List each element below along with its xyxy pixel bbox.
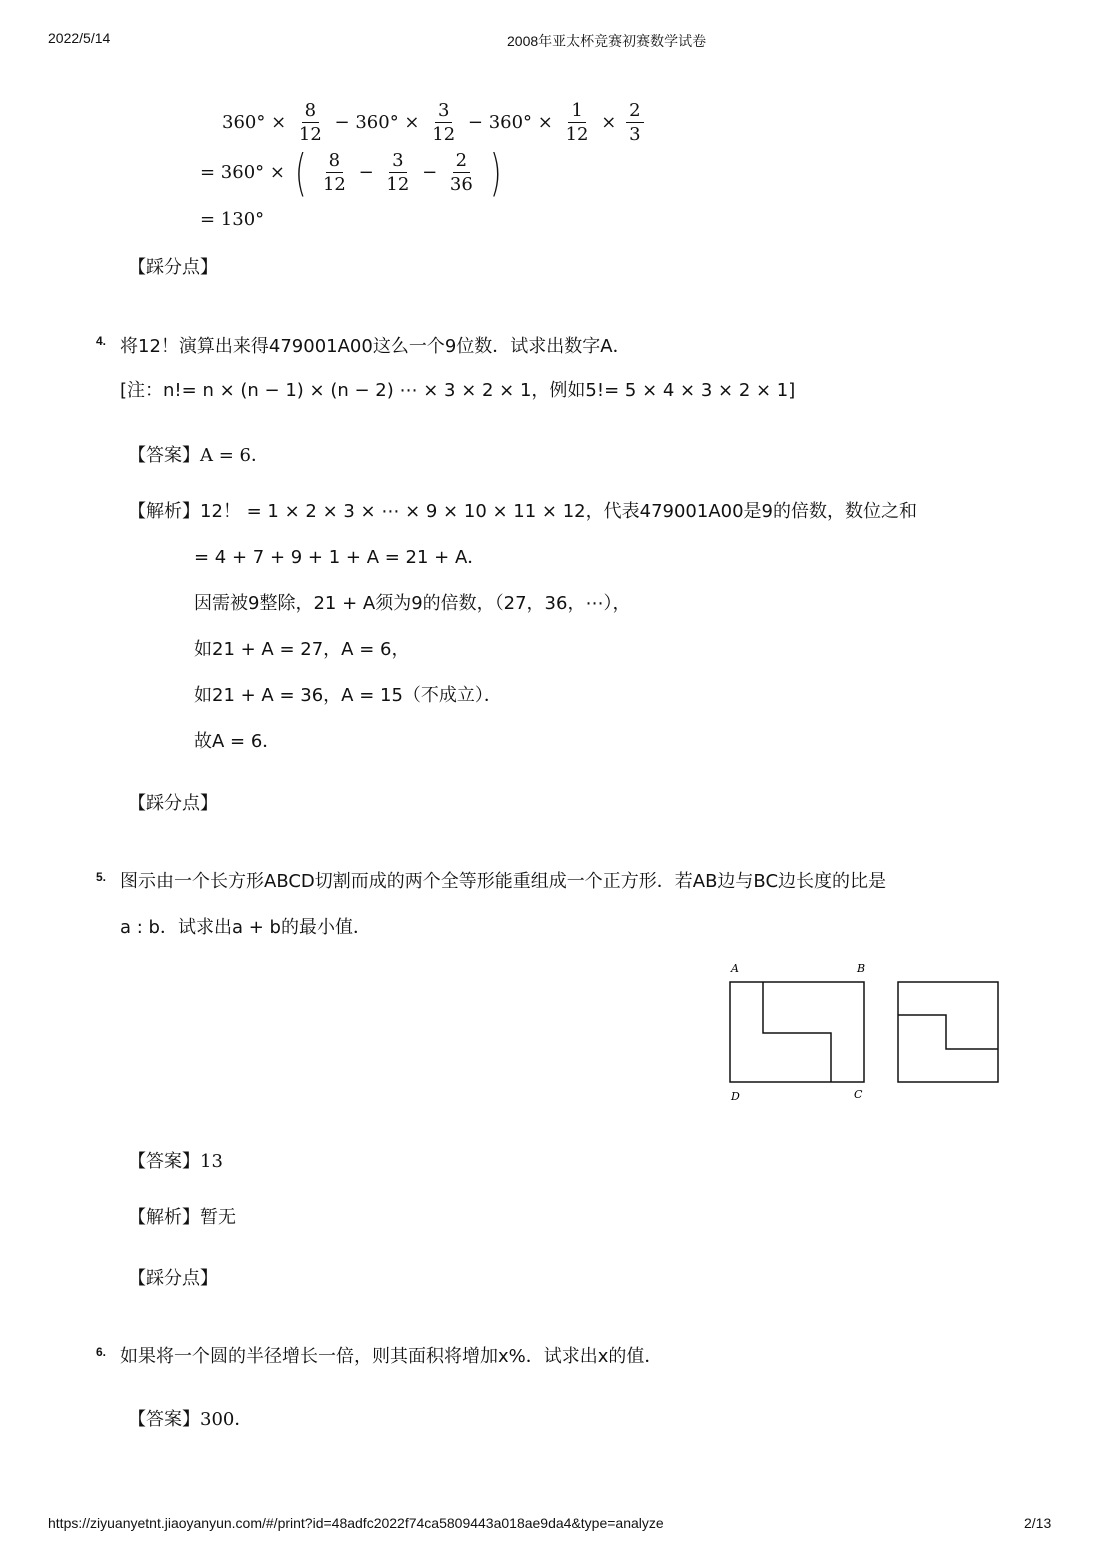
analysis-label: 【解析】	[128, 1207, 200, 1228]
formula-line-3: = 130°	[200, 209, 265, 230]
answer-row	[128, 1411, 252, 1429]
question-stem: 图示由一个长方形ABCD切割而成的两个全等形能重组成一个正方形．若AB边与BC边长度的比是	[120, 871, 887, 892]
fraction: $\frac{8}{12}$	[322, 150, 346, 195]
analysis-line: 因需被9整除，21 + A须为9的倍数，（27，36，⋯），	[194, 593, 631, 614]
fraction: $\frac{8}{12}$	[298, 100, 322, 145]
fraction: $\frac{2}{36}$	[449, 150, 473, 195]
question-number: 5.	[96, 870, 107, 884]
analysis-line: 如21 + A = 27，A = 6，	[194, 639, 410, 660]
question-stem: a : b．试求出a + b的最小值．	[120, 917, 371, 938]
score-point-label: 【踩分点】	[128, 1268, 218, 1289]
rectangle-cut-figure	[720, 958, 1010, 1108]
fraction: $\frac{3}{12}$	[432, 100, 456, 145]
analysis-row	[128, 503, 917, 521]
question-stem: 如果将一个圆的半径增长一倍，则其面积将增加x%．试求出x的值．	[120, 1346, 663, 1367]
vertex-label-a: A	[731, 962, 739, 975]
question-number: 4.	[96, 334, 107, 348]
answer-value: 300．	[200, 1409, 253, 1430]
answer-row	[128, 1153, 223, 1171]
document-title: 2008年亚太杯竞赛初赛数学试卷	[507, 33, 707, 49]
rectangle-abcd	[730, 982, 864, 1082]
reassembled-square	[898, 982, 998, 1082]
question-note: [注：n!= n × (n − 1) × (n − 2) ⋯ × 3 × 2 × 1，例如5!= 5 × 4 × 3 × 2 × 1]	[120, 380, 796, 401]
formula-line-2: = 360° × ( $\frac{8}{12}$ − $\frac{3}{12}$ − $\frac{2}{36}$ )	[200, 144, 502, 202]
fraction: $\frac{3}{12}$	[386, 150, 410, 195]
score-point-label: 【踩分点】	[128, 257, 218, 278]
answer-value: 13	[200, 1151, 223, 1172]
fraction: $\frac{2}{3}$	[626, 102, 643, 144]
analysis-value: 暂无	[200, 1207, 236, 1228]
answer-label: 【答案】	[128, 1409, 200, 1430]
answer-row	[128, 447, 269, 465]
analysis-line: 如21 + A = 36，A = 15（不成立）．	[194, 685, 502, 706]
answer-value: A = 6．	[200, 445, 269, 466]
analysis-line: 12！ = 1 × 2 × 3 × ⋯ × 9 × 10 × 11 × 12，代表479001A00是9的倍数，数位之和	[200, 501, 918, 522]
formula-line-1: 360° × $\frac{8}{12}$ − 360° × $\frac{3}{12}$ − 360° × $\frac{1}{12}$ × $\frac{2}{3}$	[222, 102, 648, 144]
vertex-label-d: D	[731, 1090, 740, 1103]
analysis-line: 故A = 6．	[194, 731, 281, 752]
vertex-label-c: C	[854, 1088, 863, 1101]
analysis-line: = 4 + 7 + 9 + 1 + A = 21 + A．	[194, 547, 486, 568]
fraction: $\frac{1}{12}$	[565, 100, 589, 145]
vertex-label-b: B	[857, 962, 866, 975]
page-number: 2/13	[1024, 1515, 1052, 1531]
square-cut-line	[898, 1015, 998, 1049]
question-stem: 将12！演算出来得479001A00这么一个9位数．试求出数字A．	[120, 336, 631, 357]
question-number: 6.	[96, 1345, 107, 1359]
analysis-row	[128, 1209, 236, 1227]
answer-label: 【答案】	[128, 445, 200, 466]
answer-label: 【答案】	[128, 1151, 200, 1172]
cut-line	[763, 982, 831, 1082]
page-url: https://ziyuanyetnt.jiaoyanyun.com/#/print?id=48adfc2022f74ca5809443a018ae9da4&type=analyze	[48, 1515, 664, 1531]
analysis-label: 【解析】	[128, 501, 200, 522]
print-date: 2022/5/14	[48, 30, 111, 46]
score-point-label: 【踩分点】	[128, 793, 218, 814]
